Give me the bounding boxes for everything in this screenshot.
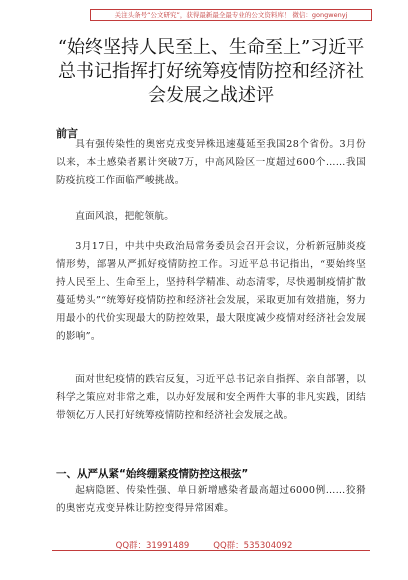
preface-heading: 前言: [56, 127, 78, 140]
paragraph-summary: 面对世纪疫情的跌宕反复，习近平总书记亲自指挥、亲自部署，以科学之策应对非常之难，以办好发展和安全两件大事的非凡实践，团结带领亿万人民打好统筹疫情防控和经济社会发展之战。: [56, 374, 366, 421]
paragraph-meeting: 3月17日，中共中央政治局常务委员会召开会议，分析新冠肺炎疫情形势，部署从严抓好疫情防控工作。习近平总书记指出，“要始终坚持人民至上、生命至上，坚持科学精准、动态清零，尽快遏制疫情扩散蔓延势头”“统筹好疫情防控和经济社会发展，采取更加有效措施，努力用最小的代价实现最大的防控效果，最大限度减少疫情对经济社会发展的影响”。: [56, 241, 366, 342]
top-banner: 关注头条号“公文研究”，获得最新最全最专业的公文资料库！ 微信：gongwenyj: [90, 9, 372, 21]
page-title: “始终坚持人民至上、生命至上”习近平总书记指挥打好统筹疫情防控和经济社会发展之战述评: [57, 37, 365, 106]
footer-qq-group-1: QQ群：31991489: [115, 541, 190, 551]
paragraph-lead: 直面风浪，把舵领航。: [75, 211, 175, 222]
section-heading: 一、从严从紧“始终绷紧疫情防控这根弦”: [56, 468, 249, 480]
paragraph-section-one: 起病隐匿、传染性强、单日新增感染者最高超过6000例……狡猾的奥密克戎变异株让防控变得异常困难。: [56, 485, 366, 514]
footer: [0, 539, 408, 551]
footer-qq-group-2: QQ群：535304092: [213, 541, 293, 551]
paragraph-intro: 具有强传染性的奥密克戎变异株迅速蔓延至我国28个省份。3月份以来，本土感染者累计突破7万，中高风险区一度超过600个……我国防疫抗疫工作面临严峻挑战。: [56, 139, 366, 186]
